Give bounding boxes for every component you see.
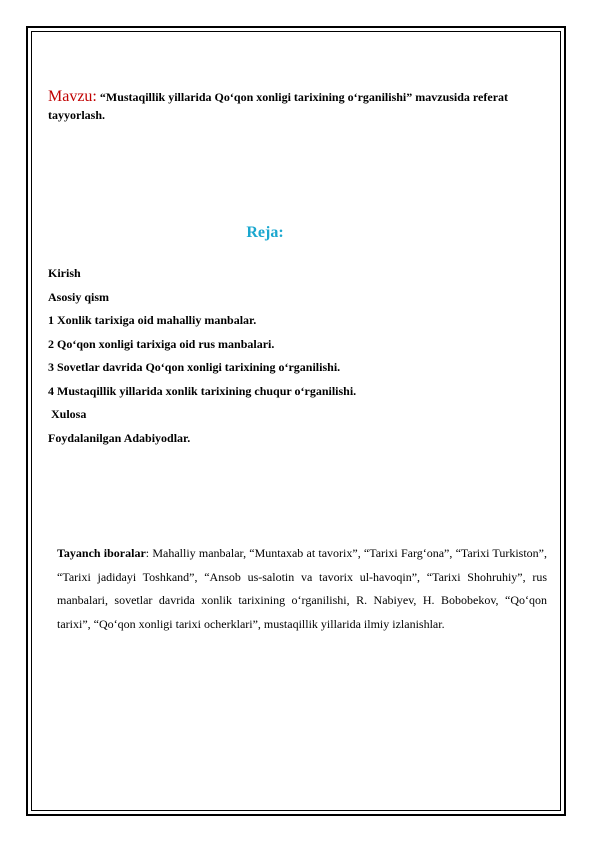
plan-item-intro: Kirish: [48, 266, 81, 280]
plan-item-conclusion: Xulosa: [48, 407, 87, 421]
plan-title: Reja:: [246, 224, 284, 241]
keywords-label: Tayanch iboralar: [57, 546, 146, 560]
plan-item-1: 1 Xonlik tarixiga oid mahalliy manbalar.: [48, 313, 257, 327]
keywords-paragraph: [57, 542, 547, 636]
topic-paragraph: [48, 88, 548, 124]
plan-list: [48, 262, 356, 450]
topic-label: Mavzu:: [48, 88, 97, 105]
plan-item-references: Foydalanilgan Adabiyodlar.: [48, 430, 191, 445]
plan-item-3: 3 Sovetlar davrida Qo‘qon xonligi tarixining o‘rganilishi.: [48, 360, 341, 374]
keywords-text: : Mahalliy manbalar, “Muntaxab at tavorix”, “Tarixi Farg‘ona”, “Tarixi Turkiston”, “Tarixi jadidayi Toshkand”, “Ansob us-salotin va tavorix ul-havoqin”, “Tarixi Shohruhiy”, rus manbalari, sovetlar davrida xonlik tarixining o‘rganilishi, R. Nabiyev, H. Bobobekov, “Qo‘qon tarixi”, “Qo‘qon xonligi tarixi ocherklari”, mustaqillik yillarida ilmiy izlanishlar.: [57, 546, 547, 631]
plan-item-4: 4 Mustaqillik yillarida xonlik tarixining chuqur o‘rganilishi.: [48, 383, 357, 398]
plan-item-main: Asosiy qism: [48, 289, 110, 304]
plan-item-2: 2 Qo‘qon xonligi tarixiga oid rus manbalari.: [48, 336, 275, 351]
topic-text: “Mustaqillik yillarida Qo‘qon xonligi tarixining o‘rganilishi” mavzusida referat tayyorlash.: [48, 90, 509, 122]
